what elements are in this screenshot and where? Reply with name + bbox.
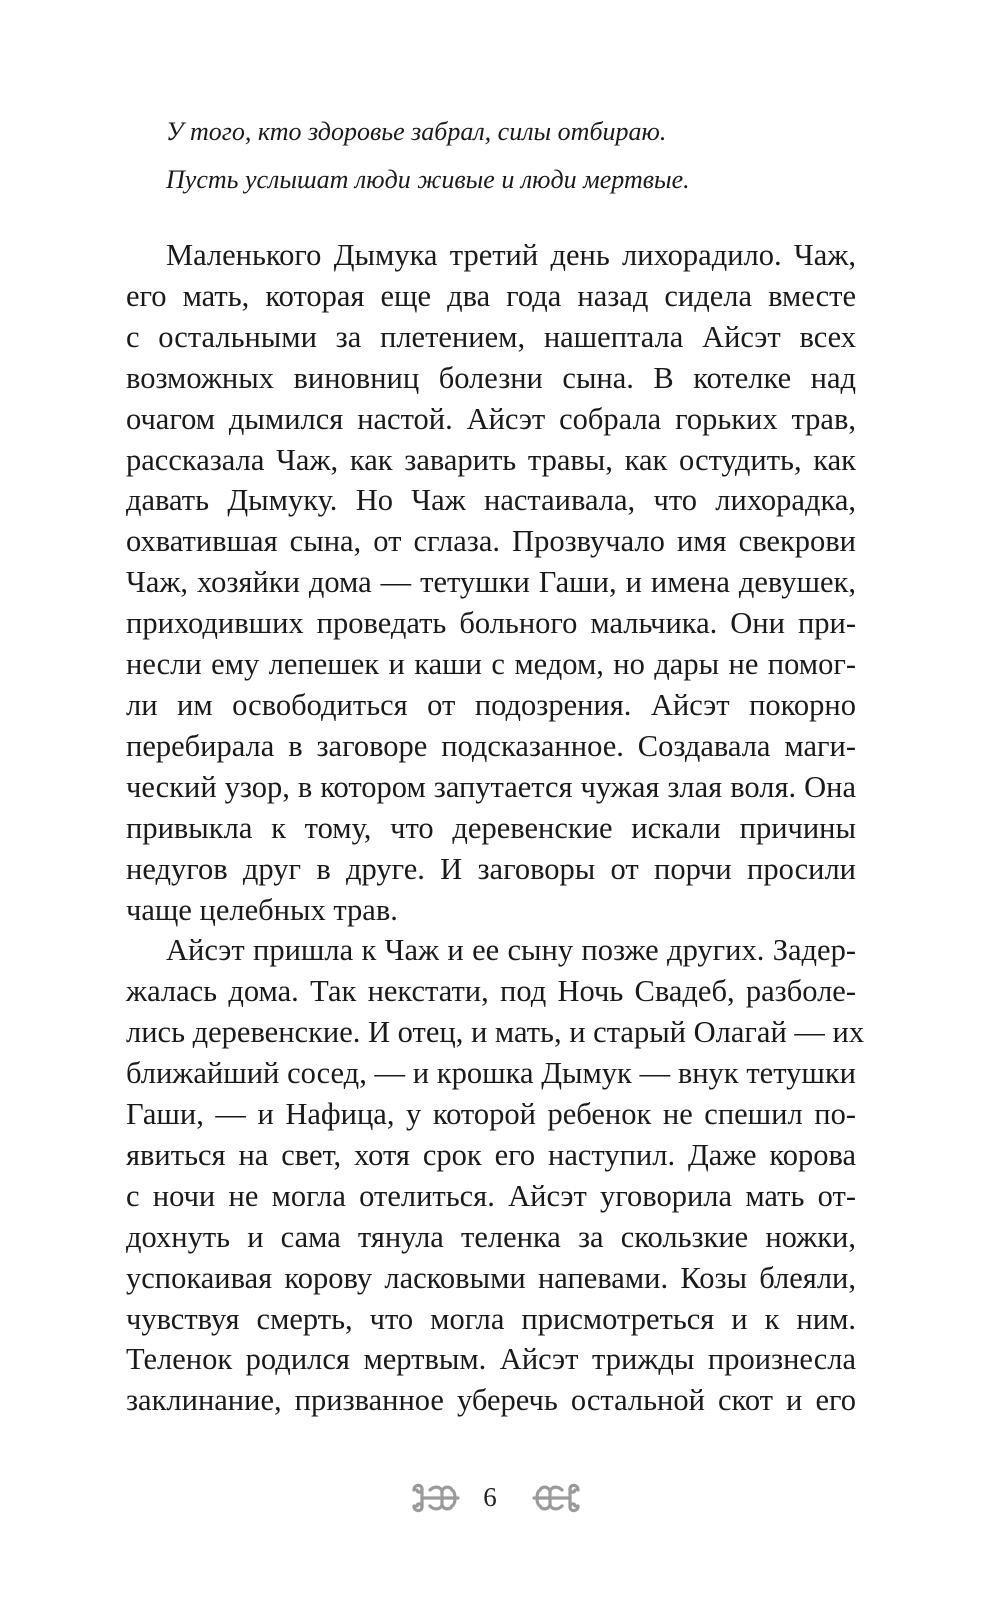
epigraph-line: У того, кто здоровье забрал, силы отбираю.: [166, 117, 667, 146]
text-line: возможных виновниц болезни сына. В котелке над: [126, 360, 856, 395]
text-line: очагом дымился настой. Айсэт собрала горьких трав,: [126, 401, 856, 436]
text-line: чувствуя смерть, что могла присмотреться и к ним.: [126, 1301, 856, 1336]
text-line: давать Дымуку. Но Чаж настаивала, что лихорадка,: [126, 483, 856, 518]
text-line: с ночи не могла отелиться. Айсэт уговорила мать от-: [126, 1178, 856, 1213]
scroll-ornament-icon: [528, 1480, 584, 1516]
epigraph-line: Пусть услышат люди живые и люди мертвые.: [166, 165, 690, 194]
book-page: [126, 108, 865, 1421]
text-line: Чаж, хозяйки дома — тетушки Гаши, и имена девушек,: [126, 565, 856, 600]
text-line: успокаивая корову ласковыми напевами. Козы блеяли,: [126, 1260, 856, 1295]
text-line: привыкла к тому, что деревенские искали причины: [126, 810, 856, 845]
page-footer: [0, 1478, 1000, 1518]
text-line: рассказала Чаж, как заварить травы, как остудить, как: [126, 442, 856, 477]
epigraph: [166, 108, 856, 204]
text-line: заклинание, призванное уберечь остальной скот и его: [126, 1383, 856, 1418]
paragraph: [126, 235, 856, 930]
text-line: Айсэт пришла к Чаж и ее сыну позже других. Задер-: [166, 933, 856, 968]
text-line: ближайший сосед, — и крошка Дымук — внук тетушки: [126, 1056, 856, 1091]
text-line: Маленького Дымука третий день лихорадило. Чаж,: [166, 238, 856, 272]
text-line: его мать, которая еще два года назад сидела вместе: [126, 278, 856, 313]
text-line: с остальными за плетением, нашептала Айсэт всех: [126, 319, 856, 354]
scroll-ornament-icon: [408, 1480, 464, 1516]
text-line: ческий узор, в котором запутается чужая злая воля. Она: [126, 769, 856, 804]
text-line: ли им освободиться от подозрения. Айсэт покорно: [126, 687, 856, 722]
text-line: лись деревенские. И отец, и мать, и старый Олагай — их: [126, 1015, 865, 1050]
text-line: Гаши, — и Нафица, у которой ребенок не спешил по-: [126, 1097, 856, 1132]
body-text: [126, 235, 865, 1421]
paragraph: [126, 930, 865, 1421]
text-line: несли ему лепешек и каши с медом, но дары не помог-: [126, 647, 856, 682]
text-line: явиться на свет, хотя срок его наступил. Даже корова: [126, 1137, 856, 1172]
text-line: перебирала в заговоре подсказанное. Создавала маги-: [126, 728, 856, 763]
text-line: чаще целебных трав.: [126, 892, 398, 927]
text-line: жалась дома. Так некстати, под Ночь Свадеб, разболе-: [126, 974, 856, 1009]
text-line: приходивших проведать больного мальчика. Они при-: [126, 606, 856, 641]
page-number: 6: [483, 1482, 497, 1512]
text-line: охватившая сына, от сглаза. Прозвучало имя свекрови: [126, 524, 856, 559]
text-line: Теленок родился мертвым. Айсэт трижды произнесла: [126, 1342, 856, 1377]
text-line: дохнуть и сама тянула теленка за скользкие ножки,: [126, 1219, 856, 1254]
text-line: недугов друг в друге. И заговоры от порчи просили: [126, 851, 856, 886]
